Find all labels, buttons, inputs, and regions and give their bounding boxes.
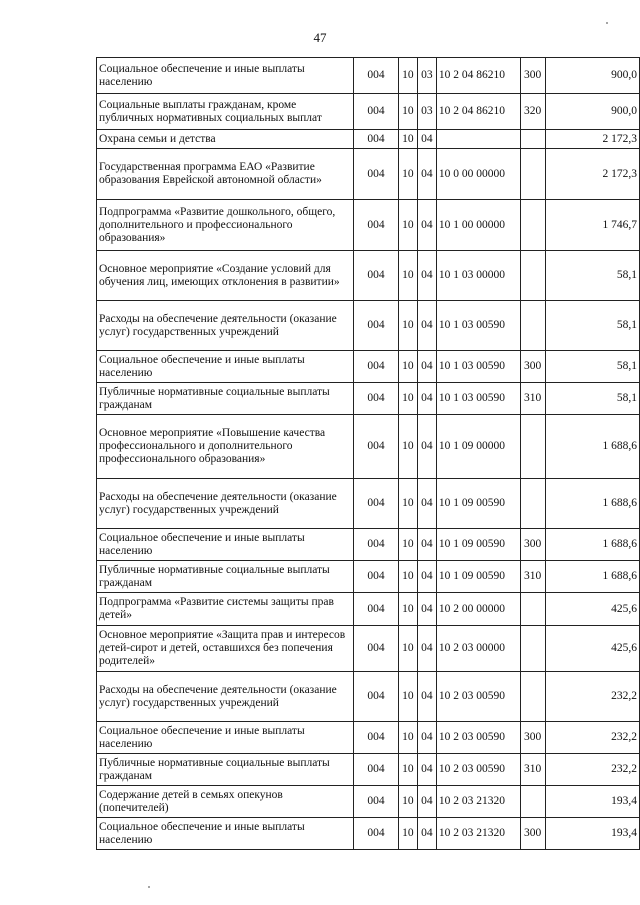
row-amount-cell: 193,4 xyxy=(545,818,639,850)
row-amount-cell: 900,0 xyxy=(545,58,639,94)
row-grbs-cell: 004 xyxy=(354,479,399,529)
row-name-cell: Социальное обеспечение и иные выплаты населению xyxy=(97,818,354,850)
row-target-code-cell: 10 2 03 21320 xyxy=(436,786,520,818)
row-amount-cell: 58,1 xyxy=(545,301,639,351)
row-amount-cell: 232,2 xyxy=(545,754,639,786)
row-grbs-cell: 004 xyxy=(354,415,399,479)
row-subsection-cell: 04 xyxy=(417,593,436,626)
table-row xyxy=(97,251,640,301)
row-expense-type-cell: 300 xyxy=(520,58,545,94)
row-target-code-cell xyxy=(436,130,520,149)
row-target-code-cell: 10 2 03 00000 xyxy=(436,626,520,672)
row-amount-cell: 1 688,6 xyxy=(545,561,639,593)
row-name-cell: Социальное обеспечение и иные выплаты населению xyxy=(97,58,354,94)
row-name-cell: Подпрограмма «Развитие системы защиты прав детей» xyxy=(97,593,354,626)
budget-table-body xyxy=(97,58,640,850)
row-expense-type-cell: 310 xyxy=(520,561,545,593)
row-grbs-cell: 004 xyxy=(354,130,399,149)
row-subsection-cell: 04 xyxy=(417,786,436,818)
row-target-code-cell: 10 1 00 00000 xyxy=(436,200,520,251)
row-target-code-cell: 10 1 09 00590 xyxy=(436,529,520,561)
row-name-cell: Социальные выплаты гражданам, кроме публичных нормативных социальных выплат xyxy=(97,94,354,130)
row-amount-cell: 58,1 xyxy=(545,351,639,383)
row-expense-type-cell xyxy=(520,251,545,301)
row-subsection-cell: 04 xyxy=(417,200,436,251)
row-section-cell: 10 xyxy=(398,301,417,351)
row-grbs-cell: 004 xyxy=(354,94,399,130)
row-section-cell: 10 xyxy=(398,94,417,130)
row-grbs-cell: 004 xyxy=(354,818,399,850)
row-amount-cell: 425,6 xyxy=(545,593,639,626)
row-subsection-cell: 04 xyxy=(417,672,436,722)
row-grbs-cell: 004 xyxy=(354,149,399,200)
row-name-cell: Публичные нормативные социальные выплаты гражданам xyxy=(97,754,354,786)
row-subsection-cell: 04 xyxy=(417,130,436,149)
row-section-cell: 10 xyxy=(398,149,417,200)
table-row xyxy=(97,561,640,593)
row-name-cell: Социальное обеспечение и иные выплаты населению xyxy=(97,529,354,561)
row-section-cell: 10 xyxy=(398,383,417,415)
row-expense-type-cell xyxy=(520,415,545,479)
row-grbs-cell: 004 xyxy=(354,529,399,561)
row-name-cell: Публичные нормативные социальные выплаты гражданам xyxy=(97,561,354,593)
row-target-code-cell: 10 2 04 86210 xyxy=(436,58,520,94)
row-target-code-cell: 10 2 03 00590 xyxy=(436,754,520,786)
row-expense-type-cell: 300 xyxy=(520,722,545,754)
row-name-cell: Расходы на обеспечение деятельности (оказание услуг) государственных учреждений xyxy=(97,479,354,529)
table-row xyxy=(97,351,640,383)
row-target-code-cell: 10 1 03 00590 xyxy=(436,383,520,415)
row-grbs-cell: 004 xyxy=(354,58,399,94)
table-row xyxy=(97,149,640,200)
row-grbs-cell: 004 xyxy=(354,383,399,415)
row-section-cell: 10 xyxy=(398,561,417,593)
row-section-cell: 10 xyxy=(398,200,417,251)
row-expense-type-cell: 300 xyxy=(520,529,545,561)
table-row xyxy=(97,415,640,479)
row-name-cell: Основное мероприятие «Создание условий для обучения лиц, имеющих отклонения в развитии» xyxy=(97,251,354,301)
row-subsection-cell: 04 xyxy=(417,251,436,301)
row-grbs-cell: 004 xyxy=(354,786,399,818)
row-expense-type-cell: 300 xyxy=(520,351,545,383)
row-grbs-cell: 004 xyxy=(354,754,399,786)
row-name-cell: Государственная программа ЕАО «Развитие образования Еврейской автономной области» xyxy=(97,149,354,200)
row-section-cell: 10 xyxy=(398,58,417,94)
row-grbs-cell: 004 xyxy=(354,351,399,383)
row-amount-cell: 1 746,7 xyxy=(545,200,639,251)
row-expense-type-cell xyxy=(520,149,545,200)
row-expense-type-cell xyxy=(520,786,545,818)
table-row xyxy=(97,818,640,850)
row-name-cell: Подпрограмма «Развитие дошкольного, общего, дополнительного и профессионального образования» xyxy=(97,200,354,251)
table-row xyxy=(97,479,640,529)
row-name-cell: Социальное обеспечение и иные выплаты населению xyxy=(97,351,354,383)
row-target-code-cell: 10 1 03 00590 xyxy=(436,351,520,383)
row-amount-cell: 193,4 xyxy=(545,786,639,818)
row-section-cell: 10 xyxy=(398,415,417,479)
row-section-cell: 10 xyxy=(398,818,417,850)
row-name-cell: Содержание детей в семьях опекунов (попечителей) xyxy=(97,786,354,818)
row-expense-type-cell: 310 xyxy=(520,383,545,415)
table-row xyxy=(97,754,640,786)
row-subsection-cell: 04 xyxy=(417,754,436,786)
row-expense-type-cell: 320 xyxy=(520,94,545,130)
row-section-cell: 10 xyxy=(398,529,417,561)
row-grbs-cell: 004 xyxy=(354,251,399,301)
row-target-code-cell: 10 2 03 00590 xyxy=(436,722,520,754)
table-row xyxy=(97,383,640,415)
row-grbs-cell: 004 xyxy=(354,722,399,754)
row-target-code-cell: 10 1 03 00000 xyxy=(436,251,520,301)
row-target-code-cell: 10 2 03 21320 xyxy=(436,818,520,850)
row-section-cell: 10 xyxy=(398,479,417,529)
row-grbs-cell: 004 xyxy=(354,593,399,626)
row-subsection-cell: 04 xyxy=(417,301,436,351)
row-amount-cell: 232,2 xyxy=(545,722,639,754)
row-subsection-cell: 03 xyxy=(417,94,436,130)
table-row xyxy=(97,130,640,149)
row-grbs-cell: 004 xyxy=(354,561,399,593)
row-section-cell: 10 xyxy=(398,351,417,383)
page-number: 47 xyxy=(313,30,327,45)
row-amount-cell: 58,1 xyxy=(545,251,639,301)
row-section-cell: 10 xyxy=(398,626,417,672)
row-subsection-cell: 04 xyxy=(417,351,436,383)
row-grbs-cell: 004 xyxy=(354,672,399,722)
table-row xyxy=(97,672,640,722)
row-subsection-cell: 04 xyxy=(417,722,436,754)
row-subsection-cell: 04 xyxy=(417,529,436,561)
scan-speck xyxy=(606,22,608,24)
table-row xyxy=(97,200,640,251)
table-row xyxy=(97,58,640,94)
row-target-code-cell: 10 2 04 86210 xyxy=(436,94,520,130)
row-amount-cell: 900,0 xyxy=(545,94,639,130)
row-amount-cell: 425,6 xyxy=(545,626,639,672)
table-row xyxy=(97,786,640,818)
row-expense-type-cell xyxy=(520,672,545,722)
row-target-code-cell: 10 1 09 00590 xyxy=(436,479,520,529)
table-row xyxy=(97,626,640,672)
row-expense-type-cell: 310 xyxy=(520,754,545,786)
row-section-cell: 10 xyxy=(398,593,417,626)
row-expense-type-cell: 300 xyxy=(520,818,545,850)
row-target-code-cell: 10 1 03 00590 xyxy=(436,301,520,351)
row-amount-cell: 1 688,6 xyxy=(545,479,639,529)
table-row xyxy=(97,722,640,754)
row-target-code-cell: 10 2 00 00000 xyxy=(436,593,520,626)
row-name-cell: Расходы на обеспечение деятельности (оказание услуг) государственных учреждений xyxy=(97,672,354,722)
row-name-cell: Социальное обеспечение и иные выплаты населению xyxy=(97,722,354,754)
row-section-cell: 10 xyxy=(398,786,417,818)
row-subsection-cell: 04 xyxy=(417,415,436,479)
table-row xyxy=(97,593,640,626)
row-name-cell: Расходы на обеспечение деятельности (оказание услуг) государственных учреждений xyxy=(97,301,354,351)
row-section-cell: 10 xyxy=(398,754,417,786)
row-expense-type-cell xyxy=(520,301,545,351)
row-amount-cell: 1 688,6 xyxy=(545,415,639,479)
budget-table xyxy=(96,57,640,850)
row-section-cell: 10 xyxy=(398,722,417,754)
row-subsection-cell: 04 xyxy=(417,626,436,672)
row-subsection-cell: 04 xyxy=(417,818,436,850)
row-subsection-cell: 04 xyxy=(417,479,436,529)
row-name-cell: Охрана семьи и детства xyxy=(97,130,354,149)
row-amount-cell: 232,2 xyxy=(545,672,639,722)
row-target-code-cell: 10 1 09 00590 xyxy=(436,561,520,593)
row-target-code-cell: 10 2 03 00590 xyxy=(436,672,520,722)
scan-speck xyxy=(148,886,150,888)
table-row xyxy=(97,301,640,351)
row-target-code-cell: 10 0 00 00000 xyxy=(436,149,520,200)
row-subsection-cell: 04 xyxy=(417,561,436,593)
row-section-cell: 10 xyxy=(398,251,417,301)
row-target-code-cell: 10 1 09 00000 xyxy=(436,415,520,479)
row-expense-type-cell xyxy=(520,479,545,529)
row-subsection-cell: 03 xyxy=(417,58,436,94)
row-expense-type-cell xyxy=(520,593,545,626)
row-expense-type-cell xyxy=(520,626,545,672)
row-name-cell: Публичные нормативные социальные выплаты гражданам xyxy=(97,383,354,415)
row-grbs-cell: 004 xyxy=(354,301,399,351)
row-expense-type-cell xyxy=(520,200,545,251)
row-section-cell: 10 xyxy=(398,672,417,722)
row-amount-cell: 2 172,3 xyxy=(545,130,639,149)
row-expense-type-cell xyxy=(520,130,545,149)
row-subsection-cell: 04 xyxy=(417,383,436,415)
row-amount-cell: 1 688,6 xyxy=(545,529,639,561)
row-section-cell: 10 xyxy=(398,130,417,149)
row-amount-cell: 2 172,3 xyxy=(545,149,639,200)
row-grbs-cell: 004 xyxy=(354,200,399,251)
table-row xyxy=(97,94,640,130)
row-subsection-cell: 04 xyxy=(417,149,436,200)
table-row xyxy=(97,529,640,561)
row-grbs-cell: 004 xyxy=(354,626,399,672)
row-name-cell: Основное мероприятие «Защита прав и интересов детей-сирот и детей, оставшихся без попечения родителей» xyxy=(97,626,354,672)
row-amount-cell: 58,1 xyxy=(545,383,639,415)
row-name-cell: Основное мероприятие «Повышение качества профессионального и дополнительного профессионального образования» xyxy=(97,415,354,479)
